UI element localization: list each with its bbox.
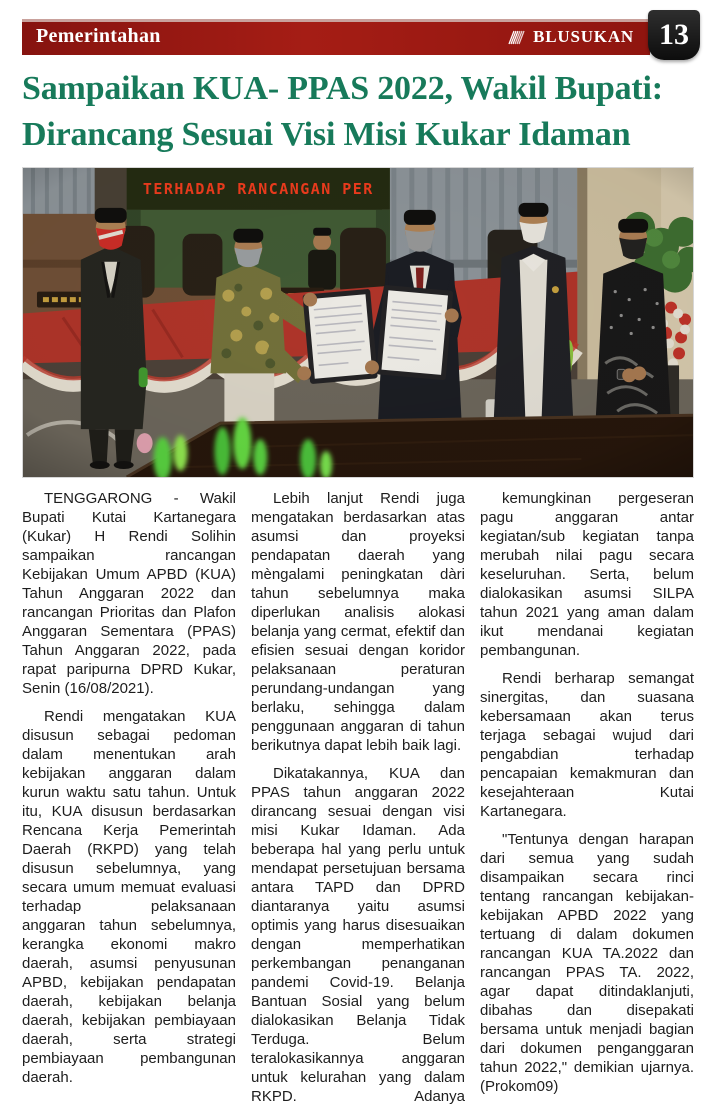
headline-line2: Dirancang Sesuai Visi Misi Kukar Idaman <box>22 116 631 153</box>
section-label: Pemerintahan <box>36 25 161 47</box>
article-column-3 <box>480 489 694 1115</box>
paragraph: kemungkinan pergeseran pagu anggaran antar kegiatan/sub kegiatan tanpa merubah nilai pagu secara keseluruhan. Serta, belum dialokasikan asumsi SILPA tahun 2021 yang aman dalam ikut mendanai kegiatan pembangunan. <box>480 490 694 659</box>
article-column-1 <box>22 489 236 1115</box>
article-body <box>22 489 694 1115</box>
article-photo <box>22 167 694 478</box>
paragraph: TENGGARONG - Wakil Bupati Kutai Kartanegara (Kukar) H Rendi Solihin sampaikan rancangan Kebijakan Umum APBD (KUA) Tahun Anggaran 2022 dan rancangan Prioritas dan Plafon Anggaran Sementara (PPAS) Tahun Anggaran 2022, pada rapat paripurna DPRD Kukar, Senin (16/08/2021). <box>22 490 236 697</box>
paragraph: Lebih lanjut Rendi juga mengatakan berdasarkan atas asumsi dan proyeksi pendapatan daerah yang mèngalami peningkatan dàri tahun sebelumnya maka diperlukan analisis alokasi belanja yang cermat, efektif dan efisien sesuai dengan koridor pelaksanaan peraturan perundang-undangan yang berlaku, sehingga dalam penggunaan anggaran di tahun berikutnya dapat lebih baik lagi. <box>251 490 465 754</box>
paragraph: Rendi berharap semangat sinergitas, dan suasana kebersamaan akan terus terjaga sebagai wujud dari pengabdian terhadap pencapaian kemakmuran dan kesejahteraan Kutai Kartanegara. <box>480 670 694 820</box>
paragraph: "Tentunya dengan harapan dari semua yang sudah disampaikan secara rinci tentang rancangan kebijakan- kebijakan APBD 2022 yang tertuang di dalam dokumen rancangan KUA TA.2022 dan rancangan PPAS TA. 2022, agar dapat ditindaklanjuti, dibahas dan disepakati bersama untuk menjadi bagian dari dokumen penganggaran tahun 2022," demikian ujarnya. (Prokom09) <box>480 831 694 1095</box>
page-number: 13 <box>659 18 689 51</box>
hatch-icon <box>506 30 526 45</box>
brand <box>506 27 634 47</box>
headline <box>22 66 694 158</box>
officials-photo-svg <box>23 168 693 477</box>
brand-label: BLUSUKAN <box>533 27 634 46</box>
article-column-2 <box>251 489 465 1115</box>
page-number-badge <box>648 10 700 60</box>
headline-line1: Sampaikan KUA- PPAS 2022, Wakil Bupati: <box>22 70 663 107</box>
paragraph: Rendi mengatakan KUA disusun sebagai pedoman dalam menentukan arah kebijakan anggaran dalam kurun waktu satu tahun. Untuk itu, KUA disusun berdasarkan Rencana Kerja Pemerintah Daerah (RKPD) yang telah disusun sebelumnya, yang secara umum memuat evaluasi terhadap pelaksanaan anggaran tahun sebelumnya, kerangka ekonomi makro daerah, asumsi penyusunan APBD, kebijakan pendapatan daerah, kebijakan belanja daerah, kebijakan pembiayaan daerah, serta strategi pembiayaan pembangunan daerah. <box>22 708 236 1086</box>
section-header-bar <box>22 19 650 55</box>
paragraph: Dikatakannya, KUA dan PPAS tahun anggaran 2022 dirancang sesuai dengan visi misi Kukar Idaman. Ada beberapa hal yang perlu untuk mendapat persetujuan bersama antara TAPD dan DPRD diantaranya yaitu asumsi optimis yang harus disesuaikan dengan memperhatikan perkembangan penanganan pandemi Covid-19. Belanja Bantuan Sosial yang belum dialokasikan Belanja Tidak Terduga. Belum teralokasikannya anggaran untuk kelurahan yang dalam RKPD. Adanya <box>251 765 465 1105</box>
